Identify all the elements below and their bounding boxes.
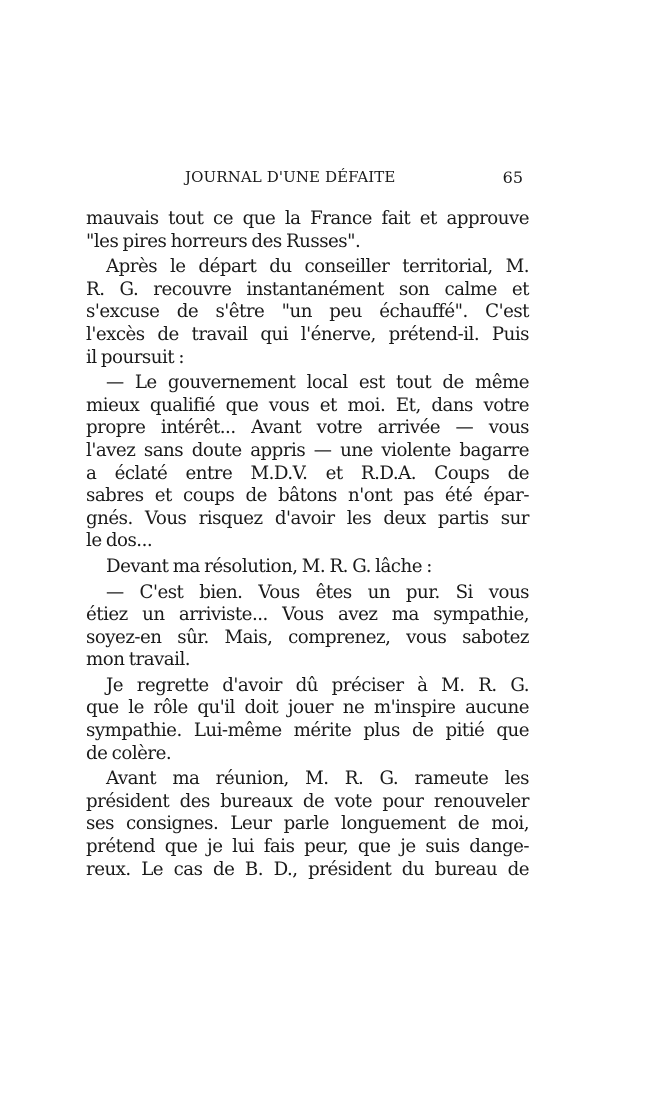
text-line: s'excuse de s'être "un peu échauffé". C'est	[86, 301, 529, 323]
text-line: que le rôle qu'il doit jouer ne m'inspire aucune	[86, 697, 529, 719]
page-number: 65	[502, 168, 523, 187]
body-text	[86, 208, 529, 881]
text-line: l'avez sans doute appris — une violente bagarre	[86, 439, 529, 461]
paragraph	[86, 582, 529, 672]
text-line: propre intérêt... Avant votre arrivée — vous	[86, 417, 529, 439]
running-head	[86, 168, 529, 192]
paragraph	[86, 556, 529, 579]
text-line: président des bureaux de vote pour renouveler	[86, 790, 529, 812]
paragraph	[86, 372, 529, 553]
text-line: ses consignes. Leur parle longuement de moi,	[86, 813, 529, 835]
text-line: Avant ma réunion, M. R. G. rameute les	[106, 768, 529, 790]
text-line: mauvais tout ce que la France fait et approuve	[86, 208, 529, 229]
text-line: le dos...	[86, 530, 153, 552]
text-line: l'excès de travail qui l'énerve, prétend-il. Puis	[86, 323, 529, 345]
text-line: sympathie. Lui-même mérite plus de pitié que	[86, 720, 529, 742]
paragraph	[86, 256, 529, 369]
text-line: Après le départ du conseiller territorial, M.	[106, 256, 529, 278]
text-line: Devant ma résolution, M. R. G. lâche :	[106, 555, 432, 577]
text-line: sabres et coups de bâtons n'ont pas été épar-	[86, 485, 529, 507]
text-line: R. G. recouvre instantanément son calme et	[86, 278, 529, 300]
paragraph	[86, 208, 529, 253]
text-line: gnés. Vous risquez d'avoir les deux partis sur	[86, 507, 529, 529]
text-line: prétend que je lui fais peur, que je suis dange-	[86, 836, 529, 858]
text-line: reux. Le cas de B. D., président du bureau de	[86, 858, 529, 880]
text-line: — Le gouvernement local est tout de même	[106, 372, 529, 394]
text-line: il poursuit :	[86, 346, 184, 368]
paragraph	[86, 675, 529, 765]
paragraph	[86, 768, 529, 881]
text-line: mieux qualifié que vous et moi. Et, dans votre	[86, 394, 529, 416]
text-line: Je regrette d'avoir dû préciser à M. R. G.	[106, 674, 529, 696]
running-title: JOURNAL D'UNE DÉFAITE	[185, 168, 396, 186]
text-line: a éclaté entre M.D.V. et R.D.A. Coups de	[86, 462, 529, 484]
text-line: mon travail.	[86, 649, 191, 671]
text-line: étiez un arriviste... Vous avez ma sympathie,	[86, 604, 529, 626]
text-line: soyez-en sûr. Mais, comprenez, vous sabotez	[86, 626, 529, 648]
text-line: de colère.	[86, 742, 172, 764]
text-line: — C'est bien. Vous êtes un pur. Si vous	[106, 581, 529, 603]
text-line: "les pires horreurs des Russes".	[86, 230, 361, 252]
